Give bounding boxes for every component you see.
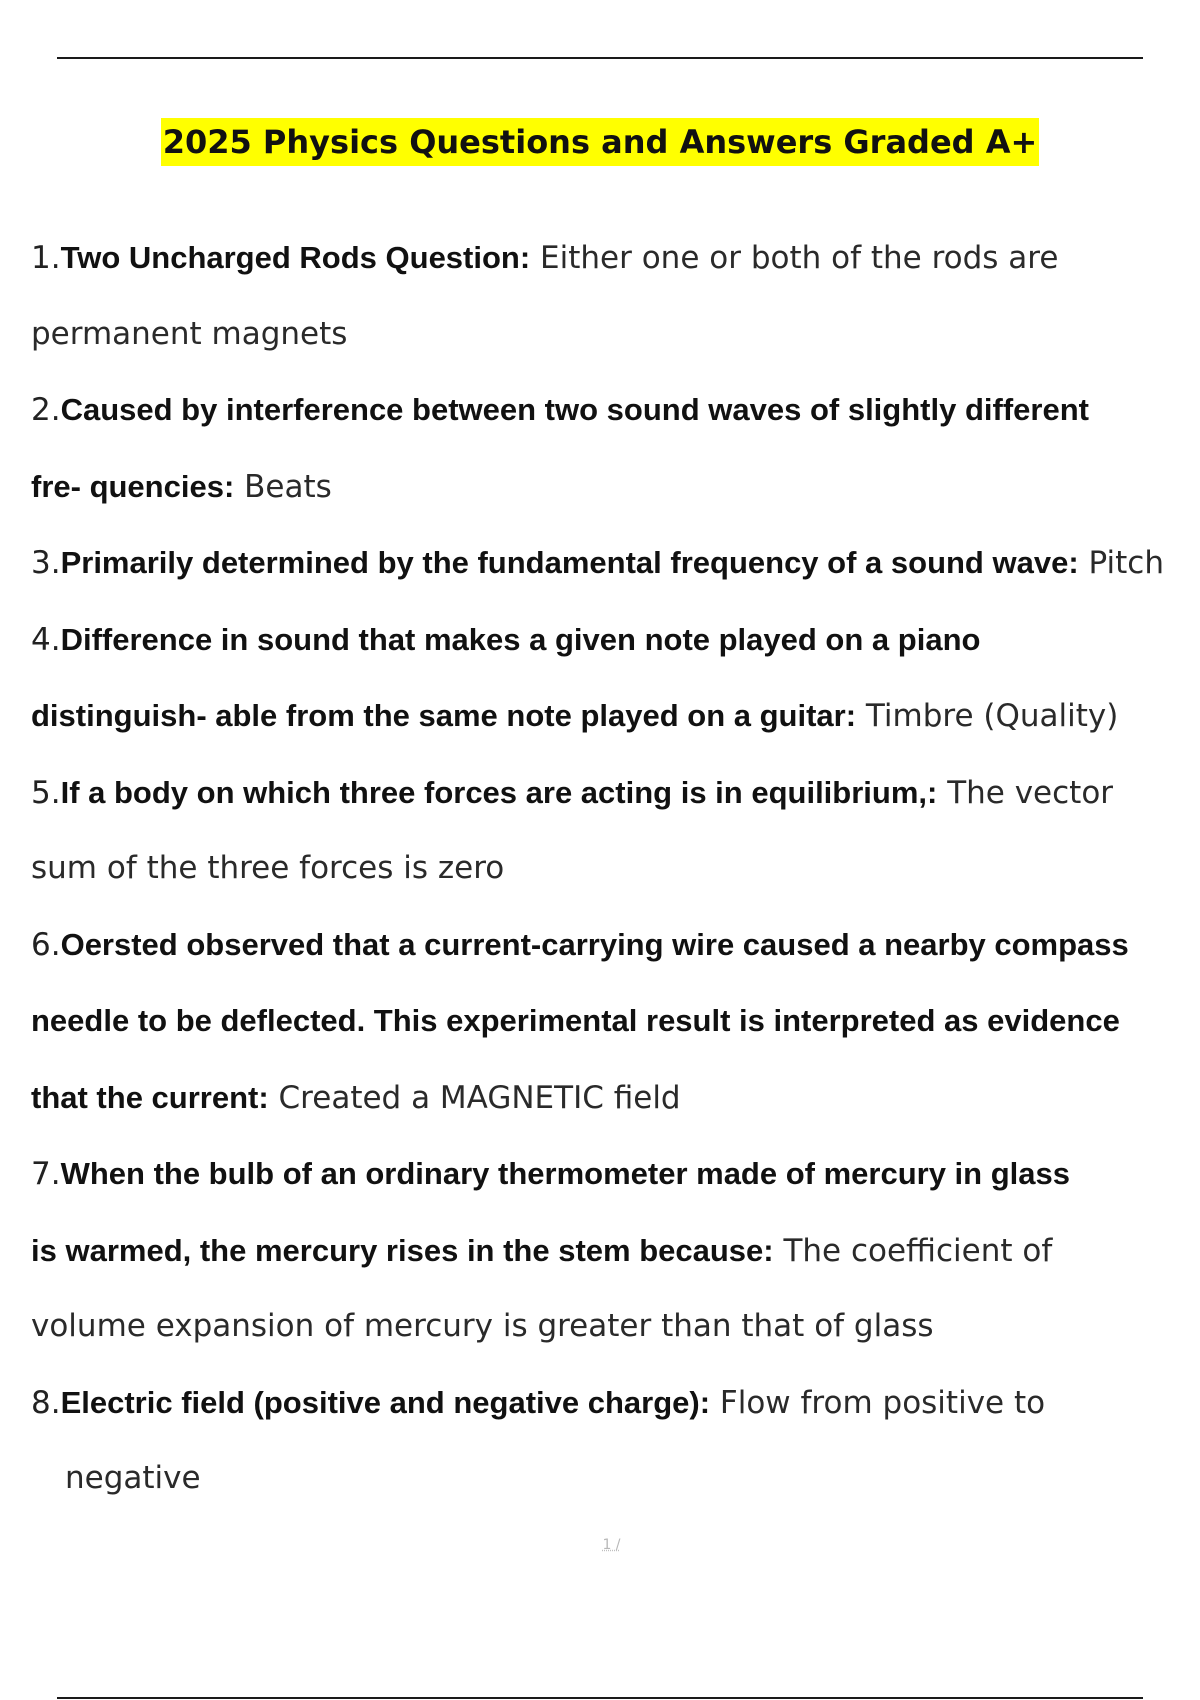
qa-number: 2. [31, 392, 61, 428]
qa-question: fre- quencies: [31, 468, 235, 504]
qa-question: needle to be deflected. This experimental result is interpreted as evidence [31, 1003, 1120, 1038]
qa-line [31, 1213, 1200, 1290]
qa-line [31, 1136, 1200, 1213]
qa-answer: Beats [234, 468, 332, 505]
qa-answer: sum of the three forces is zero [31, 850, 505, 886]
qa-number: 1. [31, 240, 61, 276]
qa-answer: The coefficient of [773, 1232, 1053, 1269]
qa-question: Oersted observed that a current-carrying wire caused a nearby compass [60, 926, 1129, 962]
qa-number: 3. [31, 545, 61, 581]
qa-answer: Either one or both of the rods are [530, 240, 1059, 276]
qa-line [31, 1441, 1200, 1517]
qa-line [31, 1060, 1200, 1137]
qa-number: 6. [31, 926, 61, 963]
qa-answer: Flow from positive to [710, 1384, 1046, 1421]
qa-answer: Timbre (Quality) [856, 698, 1119, 734]
qa-question: distinguish- able from the same note played on a guitar: [31, 698, 857, 733]
qa-line [31, 755, 1200, 832]
qa-answer: volume expansion of mercury is greater than that of glass [31, 1308, 934, 1344]
qa-line [31, 1289, 1200, 1365]
qa-number: 4. [31, 621, 61, 658]
qa-line [31, 831, 1200, 907]
qa-question: If a body on which three forces are acting is in equilibrium,: [60, 774, 938, 810]
qa-line [31, 602, 1200, 679]
qa-line [31, 678, 1200, 755]
title-wrap [0, 118, 1200, 166]
qa-question: that the current: [31, 1079, 269, 1115]
page-number: 1 / [602, 1537, 621, 1553]
qa-question: Difference in sound that makes a given note played on a piano [60, 621, 981, 657]
qa-answer: permanent magnets [31, 315, 348, 352]
qa-line [31, 1365, 1200, 1442]
qa-line [31, 907, 1200, 984]
qa-question: Caused by interference between two sound waves of slightly different [60, 392, 1089, 427]
qa-list [31, 220, 1200, 1517]
top-rule [57, 57, 1143, 59]
qa-number: 8. [31, 1384, 61, 1421]
qa-question: Two Uncharged Rods Question: [60, 240, 531, 275]
qa-line [31, 983, 1200, 1060]
document-title: 2025 Physics Questions and Answers Graded A+ [161, 118, 1040, 166]
qa-line [31, 525, 1200, 602]
qa-answer: The vector [937, 774, 1114, 811]
qa-question: is warmed, the mercury rises in the stem because: [31, 1232, 774, 1268]
qa-answer: Created a MAGNETIC field [268, 1079, 681, 1116]
qa-question: Primarily determined by the fundamental frequency of a sound wave: [60, 545, 1079, 580]
qa-line [31, 220, 1200, 297]
qa-question: Electric field (positive and negative charge): [60, 1384, 711, 1420]
qa-line [31, 449, 1200, 526]
bottom-rule [57, 1697, 1143, 1699]
qa-line [31, 297, 1200, 373]
qa-number: 5. [31, 774, 61, 811]
qa-question: When the bulb of an ordinary thermometer made of mercury in glass [60, 1156, 1070, 1191]
qa-answer: Pitch [1078, 545, 1164, 581]
qa-answer: negative [65, 1460, 201, 1496]
qa-line [31, 372, 1200, 449]
qa-number: 7. [31, 1156, 61, 1192]
